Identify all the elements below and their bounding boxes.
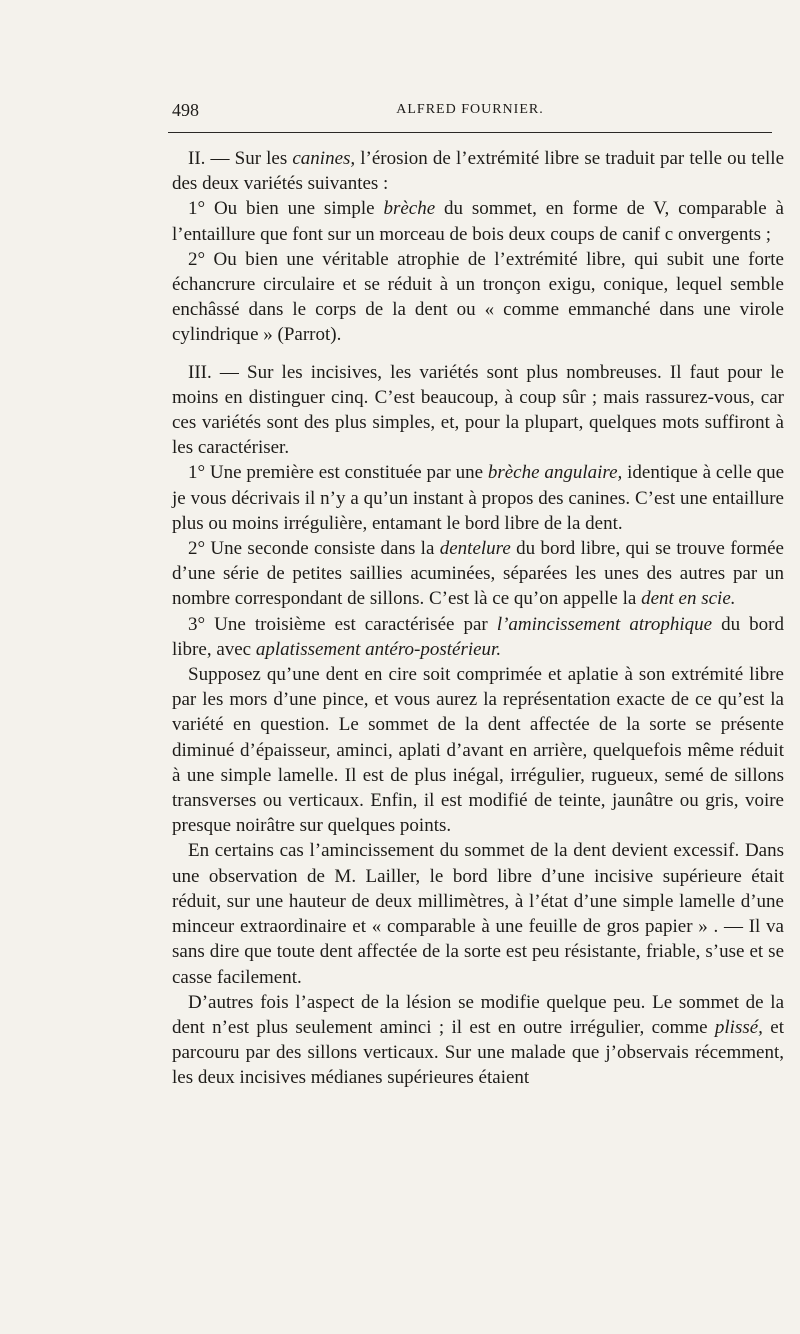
- italic-text: aplatissement antéro-postérieur.: [255, 638, 502, 660]
- text-run: D’autres fois l’aspect de la lésion se modifie quelque peu. Le sommet de la dent n’est plus seulement aminci ; il est en outre irrégulier, comme: [172, 991, 784, 1038]
- italic-text: canines,: [292, 148, 356, 169]
- text-run: 2° Une seconde consiste dans la: [188, 538, 440, 560]
- paragraph: [172, 247, 784, 348]
- paragraph: [172, 146, 784, 196]
- paragraph: [172, 990, 784, 1091]
- italic-text: brèche: [383, 198, 436, 220]
- text-run: du sommet, en forme de V, comparable à l’entaillure que font sur un morceau de bois deux coups de canif c onvergents ;: [172, 198, 784, 245]
- italic-text: dentelure: [439, 538, 511, 560]
- paragraph: [172, 360, 784, 461]
- text-run: 1° Une première est constituée par une: [188, 462, 488, 484]
- page-header: [172, 100, 768, 130]
- text-run: 1° Ou bien une simple: [188, 198, 384, 220]
- paragraph: [172, 662, 784, 838]
- header-rule: [168, 132, 772, 133]
- text-run: et parcouru par des sillons verticaux. Sur une malade que j’observais récemment, les deux incisives médianes supérieures étaient: [172, 1016, 784, 1089]
- paragraph: [172, 838, 784, 989]
- paragraph: [172, 612, 784, 662]
- running-head: ALFRED FOURNIER.: [396, 102, 544, 117]
- text-run: identique à celle que je vous décrivais il n’y a qu’un instant à propos des canines. C’est une entaillure plus ou moins irrégulière, entamant le bord libre de la dent.: [172, 462, 785, 534]
- text-run: 2° Ou bien une véritable atrophie de l’extrémité libre, qui subit une forte échancrure circulaire et se réduit à un tronçon exigu, conique, lequel semble enchâssé dans le corps de la dent ou « comme emmanché dans une virole cylindrique » (Parrot).: [172, 248, 784, 346]
- italic-text: dent en scie.: [641, 588, 736, 610]
- text-run: du bord libre, avec: [172, 613, 784, 660]
- body-text: [172, 146, 784, 1091]
- text-run: II. — Sur les: [188, 148, 293, 169]
- text-run: 3° Une troisième est caractérisée par: [188, 613, 497, 635]
- italic-text: l’amincissement atrophique: [496, 613, 713, 635]
- text-run: En certains cas l’amincissement du sommet de la dent devient excessif. Dans une observation de M. Lailler, le bord libre d’une incisive supérieure était réduit, sur une hauteur de deux millimètres, à l’état d’une simple lamelle d’une minceur extraordinaire et « comparable à une feuille de gros papier » . — Il va sans dire que toute dent affectée de la sorte est peu résistante, friable, s’use et se casse facilement.: [172, 840, 784, 988]
- text-run: l’érosion de l’extrémité libre se traduit par telle ou telle des deux variétés suivantes :: [172, 148, 784, 195]
- paragraph: [172, 536, 784, 612]
- text-run: Supposez qu’une dent en cire soit comprimée et aplatie à son extrémité libre par les mors d’une pince, et vous aurez la représentation exacte de ce qu’est la variété en question. Le sommet de la dent affectée de la sorte se présente diminué d’épaisseur, aminci, aplati d’avant en arrière, quelquefois même réduit à une simple lamelle. Il est de plus inégal, irrégulier, rugueux, semé de sillons transverses ou verticaux. Enfin, il est modifié de teinte, jaunâtre ou gris, voire presque noirâtre sur quelques points.: [172, 664, 784, 837]
- page-number: 498: [172, 100, 199, 120]
- paragraph: [172, 460, 784, 536]
- text-run: du bord libre, qui se trouve formée d’une série de petites saillies acuminées, séparées les unes des autres par un nombre correspondant de sillons. C’est là ce qu’on appelle la: [172, 538, 784, 610]
- italic-text: brèche angulaire,: [487, 462, 623, 484]
- text-run: III. — Sur les incisives, les variétés sont plus nombreuses. Il faut pour le moins en distinguer cinq. C’est beaucoup, à coup sûr ; mais rassurez-vous, car ces variétés sont des plus simples, et, pour la plupart, quelques mots suffiront à les caractériser.: [172, 361, 784, 459]
- paragraph: [172, 196, 784, 246]
- italic-text: plissé,: [714, 1016, 763, 1038]
